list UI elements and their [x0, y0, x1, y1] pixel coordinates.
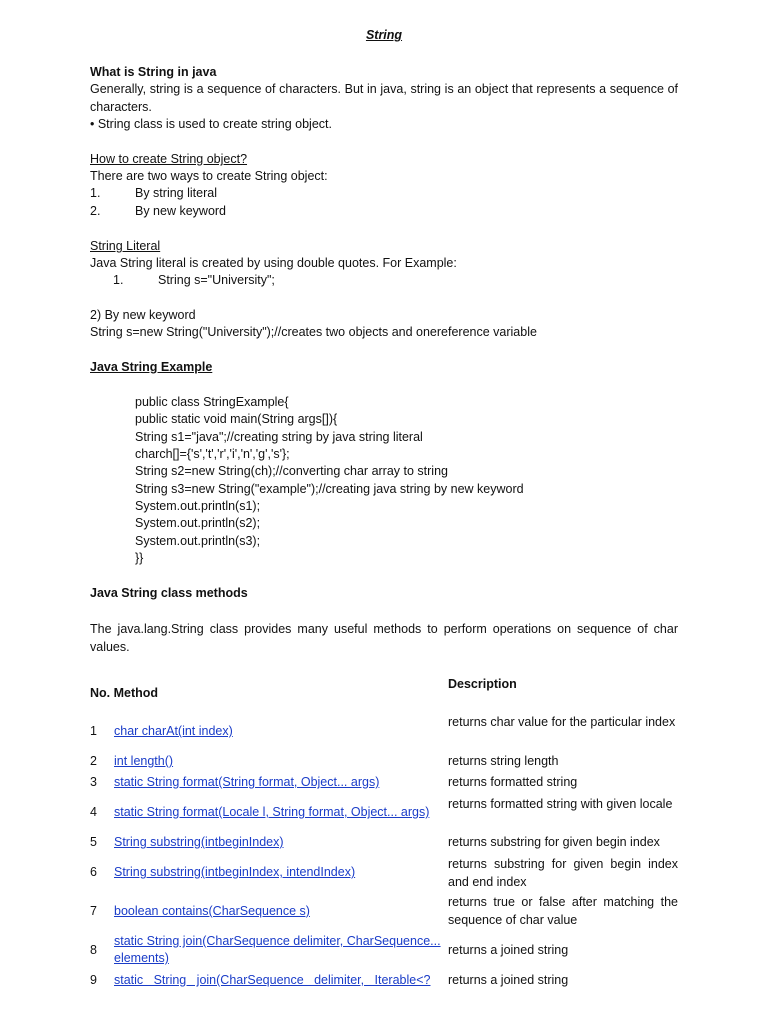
code-line: System.out.println(s2); [135, 516, 261, 530]
method-description: returns substring for given begin index and end index [448, 857, 678, 889]
table-row-number: 3 [90, 775, 97, 789]
heading-by-new-keyword: 2) By new keyword [90, 308, 196, 322]
table-header-no-method: No. Method [90, 686, 159, 700]
method-description: returns string length [448, 754, 559, 768]
method-description: returns formatted string [448, 775, 578, 789]
method-link-charat[interactable]: char charAt(int index) [114, 724, 233, 738]
method-link-join[interactable]: static String join(CharSequence delimiter, CharSequence... [114, 934, 441, 948]
heading-string-literal: String Literal [90, 239, 161, 253]
method-description: returns formatted string with given locale [448, 797, 673, 811]
method-link-substring[interactable]: String substring(intbeginIndex) [114, 835, 284, 849]
heading-java-string-example: Java String Example [90, 360, 213, 374]
list-item-new-keyword: By new keyword [135, 204, 227, 218]
method-description: returns char value for the particular index [448, 715, 676, 729]
method-link-length[interactable]: int length() [114, 754, 174, 768]
table-row-number: 5 [90, 835, 97, 849]
method-link-substring-range[interactable]: String substring(intbeginIndex, intendIndex) [114, 865, 356, 879]
list-item-num: 1. [90, 186, 101, 200]
code-line: String s3=new String("example");//creating java string by new keyword [135, 482, 524, 496]
method-link-join-continued[interactable]: elements) [114, 951, 169, 965]
table-row-number: 2 [90, 754, 97, 768]
method-link-format[interactable]: static String format(String format, Object... args) [114, 775, 380, 789]
paragraph-string-methods: The java.lang.String class provides many useful methods to perform operations on sequence of char values. [90, 622, 678, 654]
paragraph-string-definition: Generally, string is a sequence of characters. But in java, string is an object that represents a sequence of characters. [90, 82, 678, 114]
heading-how-to-create: How to create String object? [90, 152, 248, 166]
list-item-num: 1. [113, 273, 124, 287]
code-line: public class StringExample{ [135, 395, 289, 409]
method-description: returns a joined string [448, 943, 569, 957]
code-line: String s2=new String(ch);//converting char array to string [135, 464, 448, 478]
method-description: returns true or false after matching the sequence of char value [448, 895, 678, 927]
code-line: System.out.println(s1); [135, 499, 261, 513]
list-item-string-literal: By string literal [135, 186, 217, 200]
table-row-number: 1 [90, 724, 97, 738]
code-line: String s1="java";//creating string by java string literal [135, 430, 423, 444]
code-line: }} [135, 551, 144, 565]
code-string-literal-example: String s="University"; [158, 273, 275, 287]
method-link-contains[interactable]: boolean contains(CharSequence s) [114, 904, 310, 918]
table-row-number: 6 [90, 865, 97, 879]
bullet-string-class: • String class is used to create string object. [90, 117, 332, 131]
code-line: charch[]={'s','t','r','i','n','g','s'}; [135, 447, 290, 461]
method-link-join-iterable[interactable]: static String join(CharSequence delimiter, Iterable<? [114, 973, 431, 987]
table-row-number: 9 [90, 973, 97, 987]
method-description: returns substring for given begin index [448, 835, 660, 849]
code-line: public static void main(String args[]){ [135, 412, 338, 426]
heading-string-methods: Java String class methods [90, 586, 248, 600]
heading-what-is-string: What is String in java [90, 65, 217, 79]
method-link-format-locale[interactable]: static String format(Locale l, String format, Object... args) [114, 805, 430, 819]
method-description: returns a joined string [448, 973, 569, 987]
page-title: String [365, 28, 403, 42]
text-string-literal: Java String literal is created by using double quotes. For Example: [90, 256, 457, 270]
table-row-number: 8 [90, 943, 97, 957]
list-item-num: 2. [90, 204, 101, 218]
code-new-keyword-example: String s=new String("University");//creates two objects and onereference variable [90, 325, 537, 339]
table-row-number: 7 [90, 904, 97, 918]
table-header-description: Description [448, 677, 517, 691]
table-row-number: 4 [90, 805, 97, 819]
intro-two-ways: There are two ways to create String object: [90, 169, 328, 183]
code-line: System.out.println(s3); [135, 534, 261, 548]
